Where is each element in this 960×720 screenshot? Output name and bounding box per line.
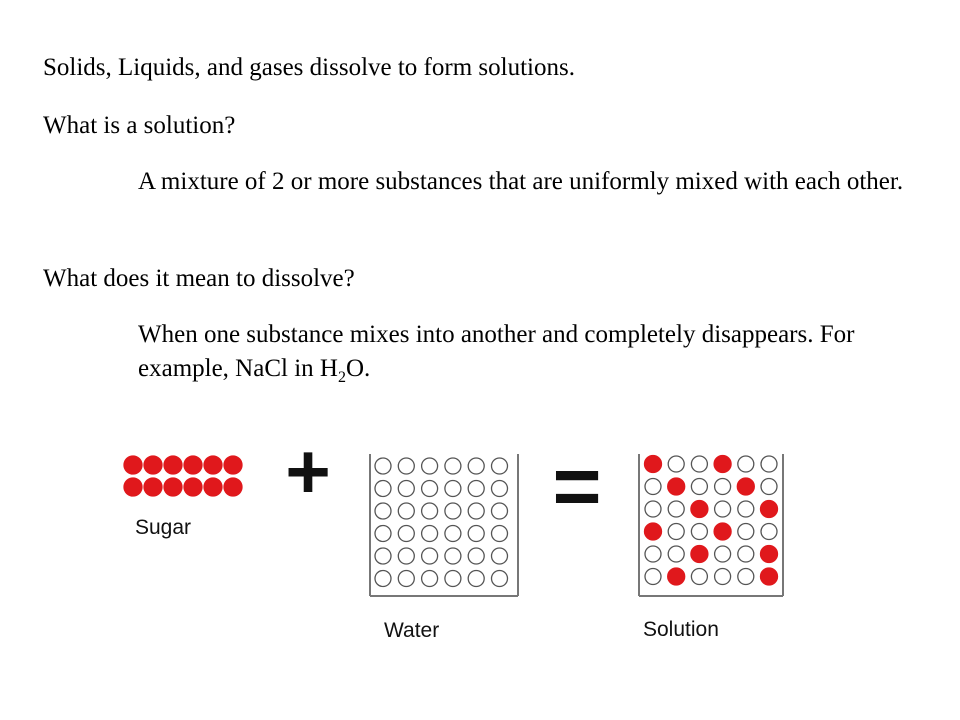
water-particle <box>492 526 508 542</box>
water-particle <box>445 481 461 497</box>
water-particle <box>422 503 438 519</box>
water-particle <box>375 526 391 542</box>
sugar-particles <box>124 456 242 496</box>
solution-container <box>639 454 783 596</box>
solution-water-particle <box>738 501 754 517</box>
subscript-two: 2 <box>337 369 346 386</box>
water-particle <box>468 548 484 564</box>
answer-dissolve-tail: O. <box>345 355 371 382</box>
water-particle <box>398 458 414 474</box>
water-particle <box>375 458 391 474</box>
sugar-particle <box>144 456 162 474</box>
solution-sugar-particle <box>761 501 778 518</box>
question-dissolve: What does it mean to dissolve? <box>43 265 355 292</box>
solution-water-particle <box>691 569 707 585</box>
water-particle <box>398 548 414 564</box>
water-particle <box>492 458 508 474</box>
solution-water-particle <box>738 569 754 585</box>
water-particle <box>398 503 414 519</box>
solution-water-particle <box>691 524 707 540</box>
water-particle <box>422 548 438 564</box>
water-particle <box>468 503 484 519</box>
water-particle <box>422 571 438 587</box>
solution-water-particle <box>645 546 661 562</box>
solution-sugar-particle <box>691 546 708 563</box>
water-particle <box>445 571 461 587</box>
solution-sugar-particle <box>714 456 731 473</box>
solution-water-particle <box>691 479 707 495</box>
sugar-particle <box>124 456 142 474</box>
sugar-particle <box>204 478 222 496</box>
solution-water-particle <box>738 456 754 472</box>
water-particle <box>492 481 508 497</box>
water-container <box>370 454 518 596</box>
solution-water-particle <box>645 569 661 585</box>
water-particle <box>398 571 414 587</box>
water-particle <box>445 503 461 519</box>
water-particle <box>445 526 461 542</box>
water-particle <box>422 481 438 497</box>
solution-water-particle <box>691 456 707 472</box>
water-particle <box>375 571 391 587</box>
equals-symbol: = <box>552 439 602 533</box>
answer-dissolve-text: When one substance mixes into another and completely disappears. For example, NaCl in H <box>138 321 855 382</box>
sugar-particle <box>224 478 242 496</box>
solution-water-particle <box>761 479 777 495</box>
solution-water-particle <box>761 524 777 540</box>
sugar-particle <box>204 456 222 474</box>
sugar-particle <box>164 478 182 496</box>
water-particle <box>398 481 414 497</box>
sugar-particle <box>164 456 182 474</box>
water-particle <box>445 548 461 564</box>
solution-water-particle <box>668 501 684 517</box>
water-particle <box>492 503 508 519</box>
water-particle <box>375 503 391 519</box>
sugar-particle <box>124 478 142 496</box>
solution-water-particle <box>668 546 684 562</box>
water-particle <box>375 548 391 564</box>
solution-sugar-particle <box>691 501 708 518</box>
solution-water-particle <box>761 456 777 472</box>
solution-water-particle <box>715 546 731 562</box>
intro-sentence: Solids, Liquids, and gases dissolve to form solutions. <box>43 54 575 81</box>
solution-water-particle <box>715 479 731 495</box>
sugar-particle <box>144 478 162 496</box>
solution-sugar-particle <box>761 546 778 563</box>
solution-sugar-particle <box>737 478 754 495</box>
water-particle <box>468 526 484 542</box>
water-particle <box>492 571 508 587</box>
water-particle <box>375 481 391 497</box>
water-particle <box>445 458 461 474</box>
water-particle <box>468 571 484 587</box>
solution-water-particle <box>668 456 684 472</box>
solution-sugar-particle <box>645 523 662 540</box>
solution-sugar-particle <box>761 568 778 585</box>
water-particle <box>468 458 484 474</box>
solution-water-particle <box>715 569 731 585</box>
sugar-particle <box>184 456 202 474</box>
solution-water-particle <box>645 479 661 495</box>
solution-sugar-particle <box>668 478 685 495</box>
solution-water-particle <box>645 501 661 517</box>
solution-water-particle <box>668 524 684 540</box>
water-particle <box>422 458 438 474</box>
water-particle <box>398 526 414 542</box>
sugar-label: Sugar <box>135 516 192 539</box>
solution-water-particle <box>738 524 754 540</box>
solution-water-particle <box>715 501 731 517</box>
water-particle <box>492 548 508 564</box>
sugar-particle <box>184 478 202 496</box>
sugar-particle <box>224 456 242 474</box>
plus-symbol: + <box>285 427 331 515</box>
solution-sugar-particle <box>645 456 662 473</box>
question-solution: What is a solution? <box>43 112 236 139</box>
water-particle <box>468 481 484 497</box>
solution-sugar-particle <box>714 523 731 540</box>
water-particle <box>422 526 438 542</box>
water-label: Water <box>384 619 440 642</box>
answer-solution: A mixture of 2 or more substances that are uniformly mixed with each other. <box>138 168 904 195</box>
solution-label: Solution <box>643 618 719 641</box>
solution-sugar-particle <box>668 568 685 585</box>
solution-water-particle <box>738 546 754 562</box>
